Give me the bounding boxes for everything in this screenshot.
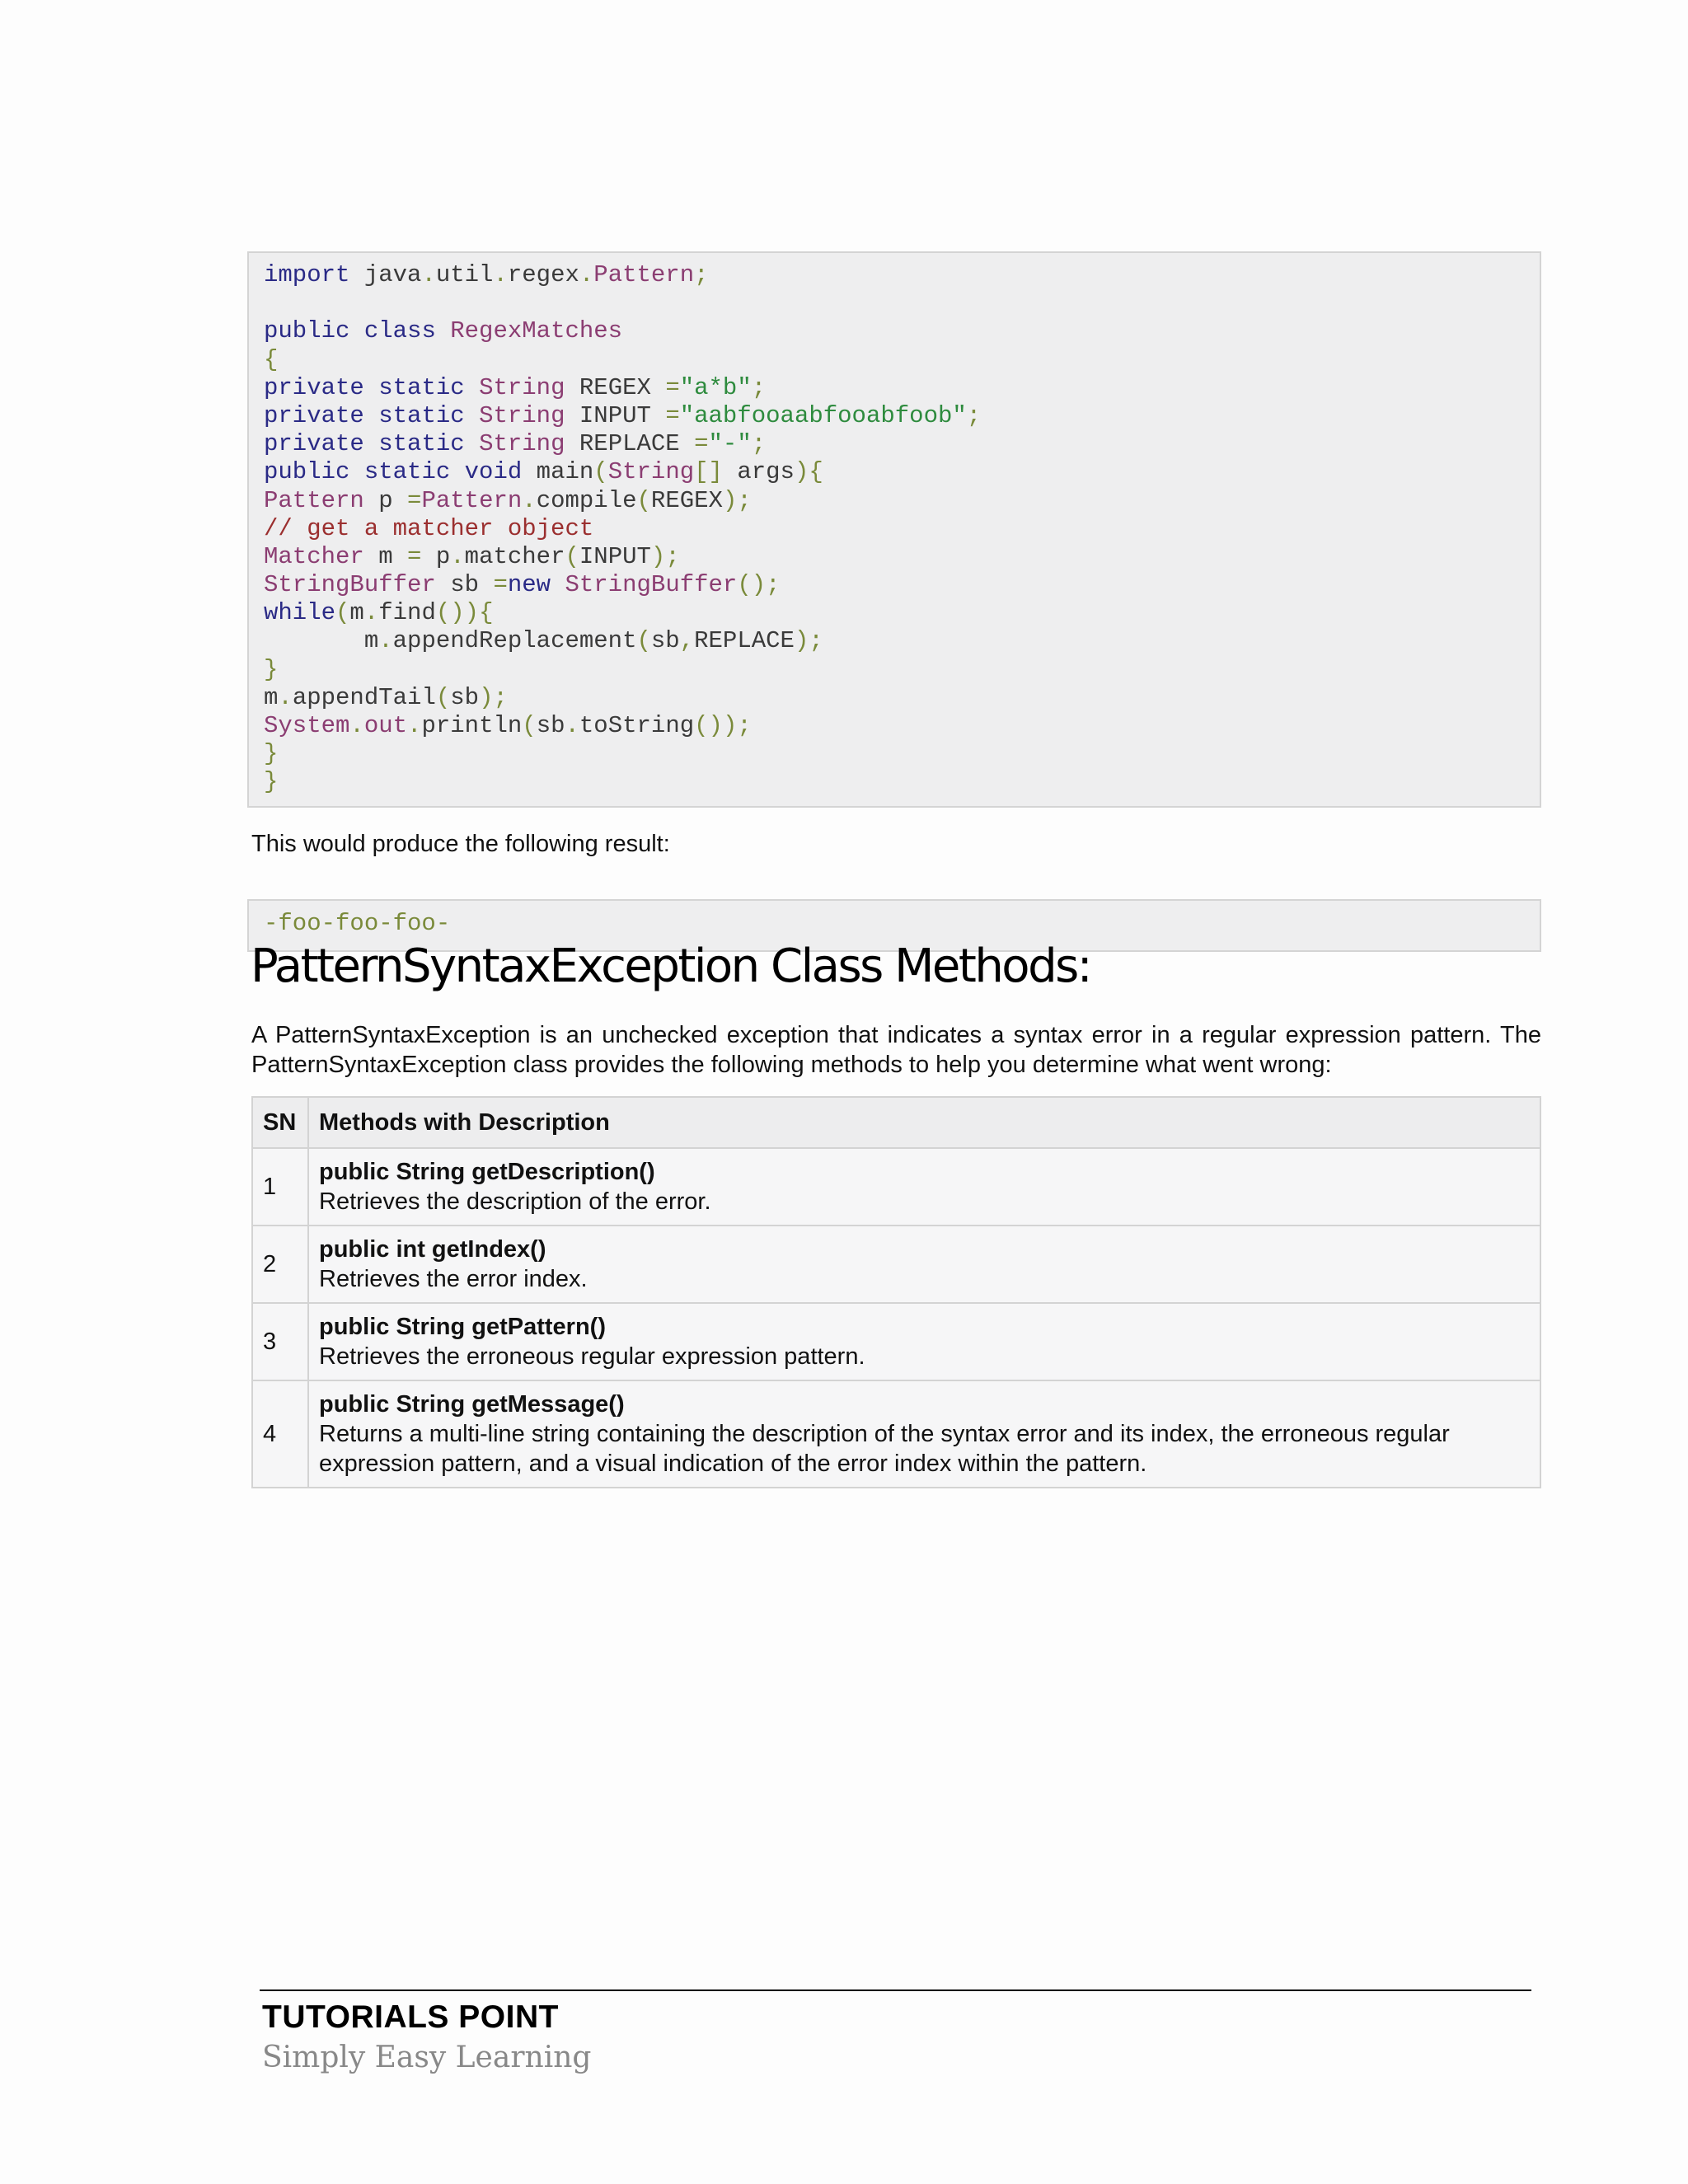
code-token: REGEX: [565, 373, 666, 401]
code-token: sb: [536, 712, 565, 739]
code-token: [364, 402, 378, 429]
code-token: [551, 571, 565, 598]
code-token: =: [407, 542, 422, 570]
code-token: =: [493, 571, 508, 599]
code-token: static: [378, 430, 465, 458]
code-token: static: [378, 401, 465, 429]
code-token: String: [479, 373, 565, 401]
row-sn: 1: [252, 1148, 308, 1226]
code-token: [465, 402, 479, 429]
code-line: [264, 768, 1540, 796]
code-token: System: [264, 712, 350, 739]
code-token: util: [435, 261, 494, 288]
code-token: sb: [650, 627, 680, 655]
code-token: import: [264, 261, 350, 288]
table-row: [252, 1303, 1540, 1380]
code-token: ();: [737, 571, 781, 599]
code-token: .: [493, 261, 508, 288]
code-token: void: [464, 458, 523, 486]
code-token: while: [264, 599, 336, 627]
code-token: [349, 317, 363, 344]
code-token: .: [450, 542, 465, 570]
code-token: ;: [694, 261, 709, 288]
code-token: (: [593, 458, 608, 486]
method-description: Retrieves the erroneous regular expression pattern.: [319, 1343, 865, 1370]
code-token: ,: [679, 627, 695, 655]
code-token: REPLACE: [565, 430, 695, 458]
code-token: private: [264, 430, 364, 458]
header-methods: Methods with Description: [308, 1097, 1540, 1148]
output-text: -foo-foo-foo-: [264, 910, 451, 937]
code-token: (: [522, 712, 537, 739]
code-token: p: [363, 486, 408, 514]
code-line: [264, 599, 1540, 627]
code-token: .: [565, 712, 579, 739]
row-sn: 4: [252, 1380, 308, 1488]
code-token: .: [378, 627, 393, 655]
code-token: }: [264, 768, 279, 796]
code-token: {: [264, 345, 279, 373]
code-token: .: [278, 683, 293, 711]
code-token: (: [636, 627, 651, 655]
code-token: java: [349, 261, 422, 288]
code-token: StringBuffer: [565, 571, 738, 599]
code-token: sb: [435, 571, 494, 599]
table-header-row: [252, 1097, 1540, 1148]
result-intro: This would produce the following result:: [251, 831, 670, 857]
code-token: []: [694, 458, 723, 486]
code-token: =: [665, 401, 680, 429]
code-token: // get a matcher object: [264, 514, 594, 542]
code-token: regex: [507, 261, 579, 288]
code-token: [436, 317, 450, 344]
code-token: =: [407, 486, 422, 514]
table-row: [252, 1148, 1540, 1226]
code-token: find: [378, 599, 436, 627]
method-description: Returns a multi-line string containing the description of the syntax error and its index, the erroneous regular expression pattern, and a visual indication of the error index within the pattern.: [319, 1421, 1450, 1477]
row-method: [308, 1148, 1540, 1226]
code-token: "a*b": [679, 373, 752, 401]
code-token: (: [435, 683, 451, 711]
code-token: public: [264, 458, 350, 486]
code-line: [264, 627, 1540, 655]
methods-table: [251, 1096, 1541, 1488]
header-sn: SN: [252, 1097, 308, 1148]
code-token: ;: [966, 401, 982, 429]
code-token: out: [363, 712, 408, 739]
code-token: ());: [694, 712, 752, 739]
code-token: toString: [579, 712, 695, 739]
code-token: m: [363, 542, 408, 570]
row-method: [308, 1226, 1540, 1303]
code-token: (: [636, 486, 651, 514]
code-token: m: [349, 599, 364, 627]
row-method: [308, 1380, 1540, 1488]
code-token: RegexMatches: [450, 317, 623, 345]
code-token: sb: [450, 683, 480, 711]
code-token: class: [363, 317, 436, 345]
section-title: PatternSyntaxException Class Methods:: [251, 940, 1091, 993]
code-line: [264, 740, 1540, 768]
code-line: [264, 289, 1540, 317]
code-token: private: [264, 401, 364, 429]
row-sn: 2: [252, 1226, 308, 1303]
code-token: p: [421, 542, 451, 570]
code-token: "-": [708, 430, 752, 458]
code-token: ;: [751, 373, 767, 401]
intro-paragraph: A PatternSyntaxException is an unchecked exception that indicates a syntax error in a regular expression pattern. The PatternSyntaxException class provides the following methods to help you determine what went wrong:: [251, 1022, 1541, 1078]
method-signature: public String getMessage(): [319, 1391, 625, 1418]
code-token: [349, 458, 363, 485]
code-token: REGEX: [650, 486, 723, 514]
code-token: String: [479, 430, 565, 458]
code-token: appendReplacement: [392, 627, 637, 655]
code-token: =: [694, 430, 709, 458]
code-token: StringBuffer: [264, 571, 436, 599]
method-description: Retrieves the description of the error.: [319, 1188, 711, 1215]
row-method: [308, 1303, 1540, 1380]
code-token: compile: [536, 486, 637, 514]
code-token: Pattern: [264, 486, 364, 514]
code-token: ){: [794, 458, 823, 486]
code-token: public: [264, 317, 350, 345]
code-token: matcher: [464, 542, 565, 570]
code-token: private: [264, 373, 364, 401]
code-token: (: [565, 542, 579, 570]
code-token: args: [722, 458, 795, 486]
code-token: [364, 430, 378, 457]
code-token: INPUT: [579, 542, 651, 570]
code-token: ()){: [435, 599, 494, 627]
code-line: [264, 430, 1540, 458]
code-token: .: [421, 261, 436, 288]
table-row: [252, 1380, 1540, 1488]
code-token: [465, 374, 479, 401]
code-token: (: [335, 599, 350, 627]
footer-brand: TUTORIALS POINT: [262, 1999, 559, 2035]
method-description: Retrieves the error index.: [319, 1266, 588, 1292]
code-line: [264, 458, 1540, 486]
code-token: );: [794, 627, 823, 655]
code-token: INPUT: [565, 401, 666, 429]
code-line: [264, 346, 1540, 374]
code-token: .: [349, 712, 364, 739]
code-line: [264, 487, 1540, 515]
method-signature: public String getPattern(): [319, 1314, 606, 1340]
code-token: }: [264, 740, 279, 768]
footer-divider: [260, 1990, 1531, 1991]
code-line: [264, 402, 1540, 430]
code-token: [465, 430, 479, 457]
code-token: );: [479, 683, 508, 711]
code-token: new: [507, 571, 551, 599]
code-token: println: [421, 712, 523, 739]
code-token: static: [378, 373, 465, 401]
code-line: [264, 374, 1540, 402]
code-token: }: [264, 655, 279, 683]
method-signature: public int getIndex(): [319, 1236, 546, 1263]
code-token: );: [650, 542, 680, 570]
row-sn: 3: [252, 1303, 308, 1380]
code-token: [450, 458, 464, 485]
code-token: String: [479, 401, 565, 429]
code-token: .: [363, 599, 379, 627]
code-token: );: [722, 486, 752, 514]
code-example: [247, 251, 1541, 808]
table-row: [252, 1226, 1540, 1303]
code-line: [264, 712, 1540, 740]
code-token: Matcher: [264, 542, 364, 570]
code-token: m: [264, 683, 279, 711]
footer-tagline: Simply Easy Learning: [262, 2041, 592, 2074]
code-token: ;: [751, 430, 767, 458]
code-line: [264, 515, 1540, 543]
code-token: Pattern: [593, 261, 695, 288]
code-token: Pattern: [421, 486, 523, 514]
code-token: m: [264, 627, 379, 655]
code-line: [264, 543, 1540, 571]
code-line: [264, 656, 1540, 684]
code-token: appendTail: [292, 683, 436, 711]
code-token: "aabfooaabfooabfoob": [679, 401, 967, 429]
method-signature: public String getDescription(): [319, 1159, 655, 1185]
code-line: [264, 317, 1540, 345]
code-token: .: [579, 261, 594, 288]
code-token: main: [522, 458, 594, 486]
code-token: =: [665, 373, 680, 401]
code-line: [264, 571, 1540, 599]
code-token: static: [363, 458, 451, 486]
code-token: .: [522, 486, 537, 514]
code-line: [264, 684, 1540, 712]
code-token: REPLACE: [694, 627, 795, 655]
code-token: String: [607, 458, 695, 486]
code-token: .: [407, 712, 422, 739]
code-token: [364, 374, 378, 401]
code-line: [264, 261, 1540, 289]
